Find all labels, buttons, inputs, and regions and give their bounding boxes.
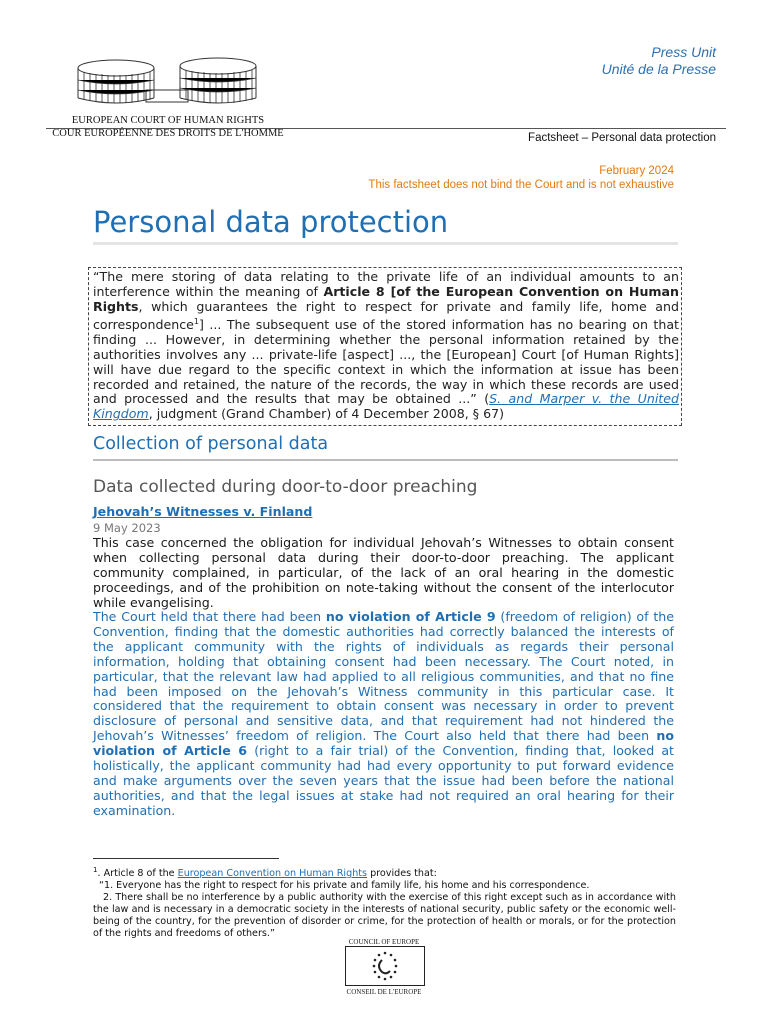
court-name-en: EUROPEAN COURT OF HUMAN RIGHTS bbox=[71, 115, 265, 126]
quote-text-4: , judgment (Grand Chamber) of 4 December 2008, § 67) bbox=[148, 406, 505, 422]
footnote-intro-b: provides that: bbox=[367, 868, 437, 880]
intro-quote bbox=[88, 267, 682, 426]
quote-convention: [of the European Convention on Human Rights bbox=[93, 283, 679, 314]
court-name bbox=[46, 114, 290, 140]
holding-text-c: (right to a fair trial) of the Convention, finding that, looked at holistically, the applicant community had had every opportunity to put forward evidence and make arguments over the seven years that the issue had been before the national authorities, and that the legal issues at stake had not required an oral hearing for their examination. bbox=[93, 743, 674, 818]
title-rule bbox=[93, 242, 678, 245]
coe-label-en: COUNCIL OF EUROPE bbox=[348, 938, 420, 946]
section-rule bbox=[93, 459, 678, 461]
holding-article-9: no violation of Article 9 bbox=[325, 609, 496, 624]
convention-link[interactable]: European Convention on Human Rights bbox=[177, 868, 368, 880]
footnote-line-2: 2. There shall be no interference by a public authority with the exercise of this right except such as in accordance with the law and is necessary in a democratic society in the interests of national security, public safety or the economic well-being of the country, for the prevention of disorder or crime, for the protection of health or morals, or for the protection of the rights and freedoms of others.” bbox=[93, 892, 676, 940]
header-divider bbox=[46, 128, 726, 129]
court-building-logo bbox=[76, 54, 258, 114]
case-link-jehovahs-witnesses[interactable]: Jehovah’s Witnesses v. Finland bbox=[93, 504, 313, 519]
quote-text-1: “The mere storing of data relating to the private life of an individual amounts to an interference within the meaning of bbox=[93, 269, 679, 299]
press-unit-en: Press Unit bbox=[651, 44, 716, 60]
section-heading: Collection of personal data bbox=[93, 434, 329, 454]
holding-text-b: (freedom of religion) of the Convention, finding that the domestic authorities had correctly balanced the interests of the applicant community with the rights of individuals as regards their personal information, holding that obtaining consent had been necessary. The Court noted, in particular, that the relevant law had applied to all religious communities, and that no fine had been imposed on the Jehovah’s Witness community in this particular case. It considered that the requirement to obtain consent was necessary in order to prevent disclosure of personal and sensitive data, and that requirement had not hindered the Jehovah’s Witnesses’ freedom of religion. The Court also held that there had been bbox=[93, 609, 674, 744]
holding-article-6: no violation of Article 6 bbox=[93, 728, 674, 759]
coe-label-fr: CONSEIL DE L'EUROPE bbox=[346, 988, 422, 996]
quote-text-3: ] ... The subsequent use of the stored information has no bearing on that finding ... However, in determining whether the personal information retained by the authorities involves any ... private-life [aspect] ..., the [European] Court [of Human Rights] will have due regard to the specific context in which the information at issue has been recorded and retained, the nature of the records, the way in which these records are used and processed and the results that may be obtained ...” ( bbox=[93, 316, 679, 407]
publication-date: February 2024 bbox=[599, 165, 674, 177]
council-of-europe-logo bbox=[345, 946, 425, 986]
press-unit-fr: Unité de la Presse bbox=[601, 61, 716, 77]
quote-article-8: Article 8 bbox=[323, 283, 385, 299]
footnote-ref[interactable]: 1 bbox=[193, 316, 199, 326]
holding-text-a: The Court held that there had been bbox=[93, 609, 326, 624]
footnote-line-1: “1. Everyone has the right to respect for his private and family life, his home and his correspondence. bbox=[99, 880, 590, 892]
date-block bbox=[368, 164, 674, 192]
footnote-rule bbox=[93, 858, 279, 859]
marper-case-link[interactable]: S. and Marper v. the United Kingdom bbox=[93, 391, 679, 422]
footnote-intro-a: . Article 8 of the bbox=[97, 868, 178, 880]
case-date: 9 May 2023 bbox=[93, 521, 161, 535]
press-unit bbox=[602, 44, 716, 78]
page-title: Personal data protection bbox=[93, 205, 449, 239]
case-holding bbox=[93, 610, 674, 819]
factsheet-label: Factsheet – Personal data protection bbox=[528, 132, 716, 144]
footnote-mark: 1 bbox=[93, 866, 98, 874]
subsection-heading: Data collected during door-to-door preaching bbox=[93, 477, 478, 497]
case-summary: This case concerned the obligation for individual Jehovah’s Witnesses to obtain consent when collecting personal data during their door-to-door preaching. The applicant community complained, in particular, of the lack of an oral hearing in the domestic proceedings, and of the prohibition on note-taking without the consent of the interlocutor while evangelising. bbox=[93, 535, 674, 610]
court-name-fr: COUR EUROPÉENNE DES DROITS DE L'HOMME bbox=[52, 128, 284, 139]
coe-stars-icon bbox=[346, 947, 424, 985]
footnote bbox=[93, 864, 676, 940]
disclaimer: This factsheet does not bind the Court and is not exhaustive bbox=[368, 179, 674, 191]
quote-text-2: , which guarantees the right to respect for private and family life, home and correspondence bbox=[93, 298, 679, 332]
